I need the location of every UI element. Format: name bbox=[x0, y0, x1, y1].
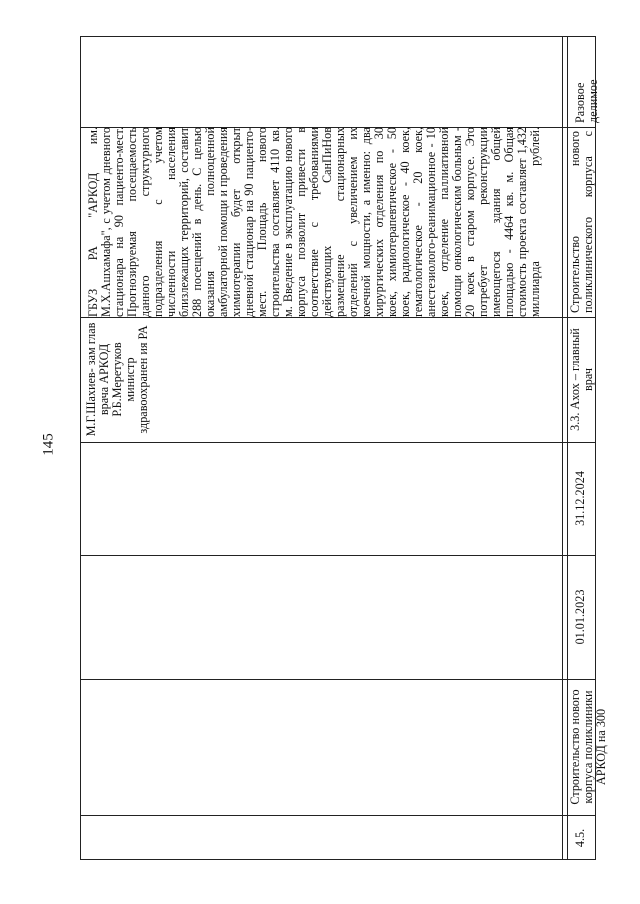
row-divider bbox=[81, 442, 595, 443]
responsible-cell bbox=[567, 317, 597, 442]
start-date-cell bbox=[567, 555, 597, 679]
funding-text-prev: Разовое делимое bbox=[573, 79, 600, 123]
number-cell bbox=[567, 815, 597, 861]
responsible-text-prev: М.Г.Шахиев- зам глав врача АРКОД Р.Б.Меретуков министр здравоохранен ия РА bbox=[84, 322, 150, 437]
description-cell bbox=[567, 127, 597, 317]
row-divider bbox=[81, 555, 595, 556]
end-date-cell bbox=[567, 442, 597, 555]
responsible-text: 3.3. Ахох – главный врач bbox=[568, 328, 595, 431]
description-text: Строительство нового поликлинического корпуса с bbox=[568, 131, 595, 313]
name-text: Строительство нового корпуса поликлиники АРКОД на 300 bbox=[568, 689, 608, 805]
row-number-text: 4.5. bbox=[573, 828, 587, 848]
row-divider bbox=[81, 815, 595, 816]
description-text-prev: ГБУЗ РА "АРКОД им. М.Х.Ашхамафа", с учетом дневного стационара на 90 пациенто-мест. Прогнозируемая посещаемость данного структурного подразделения с учетом численности населения близлежащих территорий, составит 288 посещений в день. С целью оказания полноценной амбулаторной помощи и проведения химиотерапии будет открыт дневной стационар на 90 пациенто-мест. Площадь нового строительства составляет 4110 кв. м. Введение в эксплуатацию нового корпуса позволит привести в соответствие с требованиями действующих СанПиНов размещение стационарных отделений с увеличением их коечной мощности, а именно: два хирургических отделения по 30 коек, химиотерапевтическое - 50 коек, радиологическое - 40 коек, гематологическое - 20 коек, анестезиолого-реанимационное - 10 коек, отделение паллиативной помощи онкологическим больным - 20 коек в старом корпусе. Это потребует реконструкции имеющегося здания общей площадью - 4464 кв. м. Общая стоимость проекта составляет 1,432 миллиарда рублей. bbox=[86, 127, 542, 317]
funding-cell-prev bbox=[567, 37, 600, 127]
data-table bbox=[80, 36, 608, 860]
end-date-text: 31.12.2024 bbox=[573, 471, 587, 526]
name-cell bbox=[567, 679, 608, 815]
start-date-text: 01.01.2023 bbox=[573, 589, 587, 645]
page-number: 145 bbox=[40, 433, 57, 456]
description-cell-prev bbox=[81, 127, 567, 317]
responsible-cell-prev bbox=[81, 317, 567, 442]
row-divider bbox=[81, 679, 595, 680]
